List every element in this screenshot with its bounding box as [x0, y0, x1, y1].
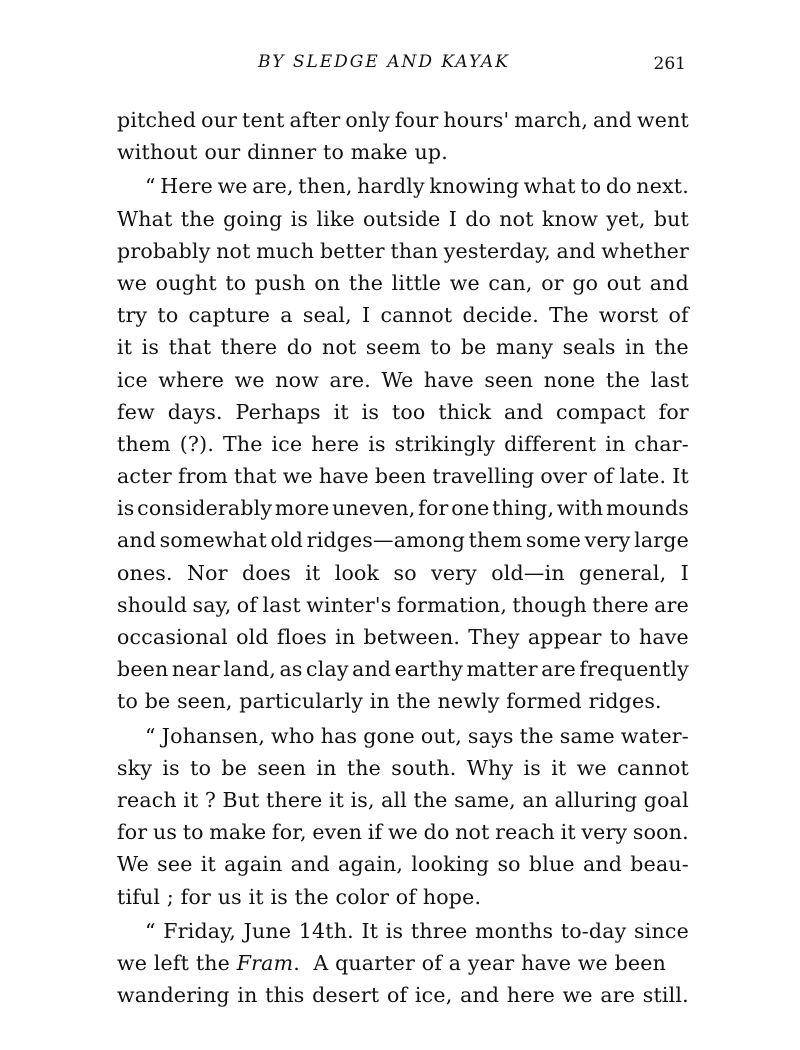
word: do: [605, 174, 632, 199]
word: and: [592, 108, 633, 132]
word: says: [467, 723, 514, 748]
text-line: [117, 621, 689, 653]
word: reach: [495, 820, 555, 845]
word: as: [279, 657, 303, 682]
word: winter's: [306, 592, 392, 617]
word: reach: [117, 787, 177, 812]
word: last: [262, 592, 301, 617]
text-line: [117, 203, 689, 235]
word: us: [152, 820, 178, 845]
word: in: [237, 983, 258, 1008]
word: 14th.: [298, 918, 354, 943]
word: beau-: [630, 852, 689, 877]
word: all: [381, 787, 408, 812]
word: the: [654, 335, 689, 360]
text-line: [117, 299, 689, 331]
word: but: [653, 206, 689, 231]
word: it: [183, 787, 199, 812]
word: and: [504, 399, 544, 424]
word: an: [522, 787, 549, 812]
word: thick: [438, 399, 492, 424]
word: one: [451, 496, 490, 521]
word: frequently: [579, 657, 689, 682]
word: cannot: [617, 755, 689, 780]
word: them: [468, 528, 523, 553]
word: too: [391, 399, 426, 424]
word: none: [543, 367, 596, 392]
word: has: [320, 723, 358, 748]
word: It: [361, 918, 379, 943]
word: in: [335, 625, 356, 649]
word: do: [465, 206, 492, 231]
word: it: [560, 820, 576, 845]
word: it: [117, 335, 133, 360]
word: seals: [562, 335, 616, 360]
word: to: [190, 755, 212, 780]
word: They: [468, 625, 520, 649]
word: near: [171, 657, 220, 682]
word: been: [374, 464, 427, 489]
word: It: [672, 464, 689, 489]
word: gone: [363, 723, 415, 748]
text-line-with-ship-name: [117, 947, 689, 979]
text-line: [117, 460, 689, 492]
word: old: [270, 528, 304, 553]
word: not: [322, 335, 357, 360]
word: than: [390, 238, 439, 263]
page-number: 261: [653, 54, 686, 74]
word: earthy: [394, 657, 464, 682]
word: wandering: [117, 983, 230, 1008]
text-line: [117, 589, 689, 621]
word: better: [319, 238, 385, 263]
word: is,: [350, 787, 375, 812]
text-run: we left the: [117, 950, 237, 975]
word: like: [316, 206, 355, 231]
word: there: [592, 592, 649, 617]
text-line: [117, 720, 689, 752]
word: formation,: [396, 592, 508, 617]
word: cannot: [380, 303, 453, 328]
word: to: [157, 303, 179, 328]
word: then,: [298, 174, 353, 199]
text-line: [117, 848, 689, 880]
word: compact: [556, 399, 646, 424]
word: have: [423, 367, 474, 392]
word: make: [209, 820, 267, 845]
word: late.: [619, 464, 667, 489]
word: June: [243, 918, 292, 943]
word: is: [523, 755, 541, 780]
word: I: [680, 560, 689, 585]
word: look: [334, 560, 380, 585]
word: same: [559, 723, 615, 748]
text-line: [117, 364, 689, 396]
page-header: [118, 52, 686, 84]
word: few: [117, 399, 155, 424]
word: three: [410, 918, 468, 943]
text-line: [117, 524, 689, 556]
word: the: [348, 270, 384, 295]
word: some: [525, 528, 582, 553]
word: desert: [312, 983, 380, 1008]
word: different: [504, 431, 597, 456]
word: ought: [155, 270, 217, 295]
word: on: [314, 270, 341, 295]
word: tent: [242, 108, 285, 132]
word: in: [316, 755, 337, 780]
word: mounds: [605, 496, 689, 521]
word: I: [362, 303, 371, 328]
word: “: [145, 174, 156, 199]
word: it: [551, 755, 567, 780]
word: here: [311, 431, 360, 456]
word: acter: [117, 464, 172, 489]
word: looking: [411, 852, 490, 877]
word: “: [145, 723, 156, 748]
word: ice: [271, 431, 303, 456]
word: alluring: [554, 787, 638, 812]
word: to: [609, 625, 631, 649]
word: Friday,: [163, 918, 236, 943]
word: in: [625, 335, 646, 360]
word: out: [606, 270, 642, 295]
word: hours': [443, 108, 510, 132]
word: is: [385, 918, 404, 943]
word: for,: [271, 820, 307, 845]
word: we: [234, 367, 265, 392]
word: between.: [363, 625, 461, 649]
word: occasional: [117, 625, 228, 649]
word: be: [460, 335, 487, 360]
word: same,: [454, 787, 516, 812]
word: is: [368, 431, 386, 456]
word: we: [387, 820, 419, 845]
word: ?: [204, 787, 217, 812]
word: does: [242, 560, 291, 585]
word: of: [593, 464, 614, 489]
word: can,: [488, 270, 533, 295]
word: ones.: [117, 560, 173, 585]
text-line: [117, 396, 689, 428]
word: try: [117, 303, 148, 328]
word: clay: [306, 657, 349, 682]
text-line: [117, 752, 689, 784]
word: (?).: [179, 431, 215, 456]
word: yesterday,: [443, 238, 551, 263]
word: be: [221, 755, 248, 780]
word: our: [201, 108, 238, 132]
word: and: [352, 657, 392, 682]
word: Nor: [187, 560, 228, 585]
word: pitched: [117, 108, 197, 132]
word: it: [333, 399, 349, 424]
word: seal,: [302, 303, 352, 328]
word: push: [254, 270, 306, 295]
word: ice,: [414, 983, 453, 1008]
word: there: [220, 335, 278, 360]
running-title: BY SLEDGE AND KAYAK: [258, 52, 510, 72]
word: though: [512, 592, 587, 617]
word: in: [605, 431, 626, 456]
word: Johansen,: [161, 723, 266, 748]
word: for: [658, 399, 689, 424]
word: We: [381, 367, 414, 392]
word: and: [117, 528, 157, 553]
word: know: [541, 206, 599, 231]
text-line: [117, 428, 689, 460]
word: there: [265, 787, 323, 812]
word: of: [236, 592, 258, 617]
word: went: [637, 108, 689, 132]
word: again,: [338, 852, 404, 877]
word: The: [222, 431, 263, 456]
word: south.: [391, 755, 457, 780]
word: it: [305, 560, 321, 585]
word: capture: [188, 303, 271, 328]
word: here: [506, 983, 555, 1008]
word: matter: [466, 657, 538, 682]
word: hardly: [357, 174, 425, 199]
text-line: [117, 267, 689, 299]
text-line: [117, 784, 689, 816]
text-line: [117, 557, 689, 589]
word: large: [634, 528, 689, 553]
word: do: [286, 335, 313, 360]
word: that: [168, 335, 212, 360]
word: the: [519, 723, 554, 748]
word: what: [523, 174, 576, 199]
word: the: [180, 206, 215, 231]
word: from: [177, 464, 228, 489]
word: not: [499, 206, 534, 231]
word: little: [391, 270, 442, 295]
word: very: [584, 528, 631, 553]
word: last: [650, 367, 689, 392]
word: are: [654, 592, 689, 617]
word: days.: [167, 399, 223, 424]
word: this: [265, 983, 305, 1008]
word: uneven,: [332, 496, 416, 521]
word: are.: [329, 367, 371, 392]
text-line: [117, 331, 689, 363]
word: we: [562, 983, 593, 1008]
word: for: [117, 820, 148, 845]
text-line: [117, 235, 689, 267]
text-line: [117, 492, 689, 524]
word: not: [216, 238, 251, 263]
word: to: [182, 820, 204, 845]
word: and: [460, 983, 500, 1008]
word: only: [345, 108, 390, 132]
word: probably: [117, 238, 211, 263]
word: again: [224, 852, 283, 877]
word: “: [145, 918, 156, 943]
word: ice: [117, 367, 148, 392]
word: the: [413, 787, 448, 812]
word: worst: [598, 303, 659, 328]
word: seen: [257, 755, 307, 780]
word: is: [162, 755, 180, 780]
word: are,: [252, 174, 294, 199]
word: to: [225, 270, 247, 295]
word: we: [449, 270, 480, 295]
word: to: [430, 335, 452, 360]
word: and: [290, 852, 330, 877]
word: very: [431, 560, 477, 585]
word: the: [346, 755, 381, 780]
word: is: [117, 496, 135, 521]
word: is: [141, 335, 160, 360]
text-line: [117, 979, 689, 1011]
word: many: [495, 335, 554, 360]
word: we: [576, 755, 607, 780]
word: strikingly: [394, 431, 496, 456]
word: next.: [636, 174, 689, 199]
word: blue: [528, 852, 575, 877]
word: we: [117, 270, 148, 295]
word: very: [581, 820, 628, 845]
word: where: [158, 367, 225, 392]
word: have: [638, 625, 689, 649]
word: Here: [160, 174, 213, 199]
text-line: [117, 170, 689, 202]
text-line: without our dinner to make up.: [117, 140, 448, 165]
word: of: [386, 983, 408, 1008]
word: general,: [579, 560, 667, 585]
word: even: [312, 820, 363, 845]
word: are: [600, 983, 636, 1008]
word: have: [318, 464, 369, 489]
word: we: [282, 464, 313, 489]
word: considerably: [137, 496, 273, 521]
word: go: [572, 270, 599, 295]
text-run: . A quarter of a year have we been: [293, 950, 666, 975]
word: yet,: [606, 206, 646, 231]
word: not: [455, 820, 490, 845]
word: appear: [527, 625, 602, 649]
word: The: [549, 303, 589, 328]
word: of: [668, 303, 689, 328]
word: water-: [620, 723, 689, 748]
word: who: [271, 723, 315, 748]
word: char-: [634, 431, 689, 456]
word: and: [556, 238, 596, 263]
word: still.: [642, 983, 689, 1008]
word: knowing: [429, 174, 520, 199]
word: ridges—among: [306, 528, 466, 553]
word: outside: [362, 206, 441, 231]
text-line: [117, 653, 689, 685]
word: that: [233, 464, 277, 489]
word: so: [393, 560, 417, 585]
word: sky: [117, 755, 153, 780]
word: the: [605, 367, 641, 392]
word: old—in: [491, 560, 565, 585]
word: more: [274, 496, 330, 521]
body-text: [117, 104, 689, 1011]
word: it: [328, 787, 345, 812]
word: to-day: [560, 918, 627, 943]
word: is: [361, 399, 380, 424]
word: somewhat: [159, 528, 267, 553]
word: going: [223, 206, 283, 231]
word: see: [157, 852, 193, 877]
word: much: [256, 238, 315, 263]
word: out,: [420, 723, 462, 748]
text-line: [117, 816, 689, 848]
word: been: [117, 657, 169, 682]
word: seem: [365, 335, 421, 360]
word: do: [423, 820, 450, 845]
word: a: [280, 303, 293, 328]
word: and: [582, 852, 623, 877]
word: them: [117, 431, 171, 456]
word: I: [448, 206, 457, 231]
word: are: [541, 657, 576, 682]
word: soon.: [632, 820, 689, 845]
word: What: [117, 206, 173, 231]
word: should: [117, 592, 188, 617]
word: with: [556, 496, 604, 521]
text-line: tiful ; for us it is the color of hope.: [117, 884, 482, 909]
word: march,: [514, 108, 589, 132]
word: and: [649, 270, 689, 295]
word: it: [200, 852, 216, 877]
word: We: [117, 852, 149, 877]
word: so: [497, 852, 521, 877]
word: decide.: [462, 303, 539, 328]
word: since: [634, 918, 689, 943]
word: whether: [601, 238, 689, 263]
word: now: [275, 367, 319, 392]
word: seen: [484, 367, 534, 392]
word: old: [236, 625, 269, 649]
word: say,: [192, 592, 232, 617]
word: four: [394, 108, 439, 132]
word: after: [289, 108, 341, 132]
text-line: [117, 104, 689, 136]
word: over: [540, 464, 588, 489]
word: Perhaps: [235, 399, 321, 424]
word: thing,: [492, 496, 555, 521]
text-line: [117, 915, 689, 947]
word: land,: [223, 657, 277, 682]
word: floes: [276, 625, 328, 649]
ship-name: Fram: [236, 950, 294, 975]
word: travelling: [432, 464, 535, 489]
word: Why: [466, 755, 514, 780]
word: goal: [643, 787, 689, 812]
word: for: [418, 496, 449, 521]
word: or: [541, 270, 564, 295]
word: is: [290, 206, 309, 231]
word: to: [580, 174, 602, 199]
text-line: to be seen, particularly in the newly formed ridges.: [117, 689, 662, 714]
word: we: [217, 174, 248, 199]
word: But: [222, 787, 260, 812]
word: months: [475, 918, 554, 943]
word: if: [367, 820, 383, 845]
